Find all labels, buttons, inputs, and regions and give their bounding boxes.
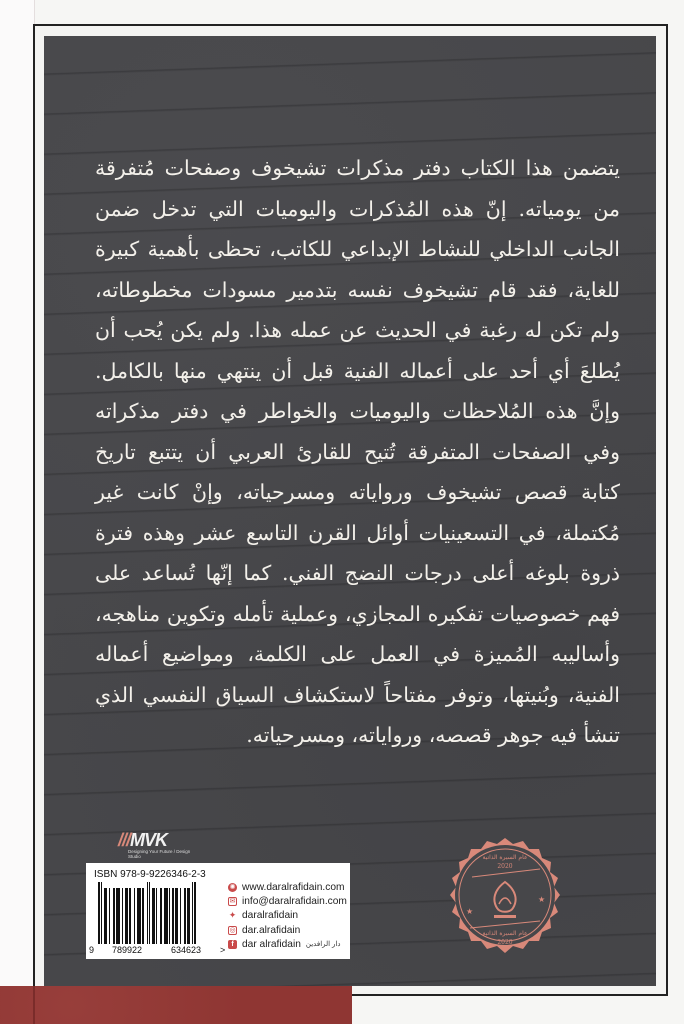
cover-edge-strip (0, 0, 35, 1024)
logo-slashes: /// (118, 830, 131, 850)
email-icon: ✉ (229, 898, 236, 906)
contact-instagram[interactable] (228, 923, 347, 937)
barcode-trail: > (220, 945, 226, 955)
barcode-left-digits: 789922 (112, 945, 143, 955)
barcode (98, 884, 218, 944)
contact-website[interactable] (228, 880, 347, 894)
studio-logo-mark (118, 830, 198, 851)
contact-twitter[interactable] (228, 909, 347, 923)
svg-text:★: ★ (538, 895, 546, 904)
publisher-arabic-name: دار الرافدين (305, 941, 341, 949)
svg-text:★: ★ (466, 907, 474, 916)
isbn-label-box (86, 863, 350, 959)
isbn-number: ISBN 978-9-9226346-2-3 (94, 869, 206, 880)
logo-letters: MVK (130, 830, 168, 850)
instagram-icon: ◎ (229, 927, 236, 935)
spine-fold-line (33, 986, 35, 1024)
facebook-text: dar alrafidain (242, 938, 301, 950)
website-text: www.daralrafidain.com (242, 881, 345, 893)
back-cover-blurb (95, 148, 620, 756)
blurb-paragraph: يتضمن هذا الكتاب دفتر مذكرات تشيخوف وصفحات مُتفرقة من يومياته. إنّ هذه المُذكرات واليوميات التي تدخل ضمن الجانب الداخلي للنشاط الإبداعي للكاتب، تحظى بأهمية كبيرة للغاية، فقد قام تشيخوف نفسه بتدمير مسودات مخطوطاته، ولم تكن له رغبة في الحديث عن عمله هذا. ولم يكن يُحب أن يُطلعَ أي أحد على أعماله الفنية قبل أن ينتهي منها بالكامل. وإنَّ هذه المُلاحظات واليوميات والخواطر في دفتر مذكراته وفي الصفحات المتفرقة تُتيح للقارئ العربي أن يتتبع تاريخ كتابة قصص تشيخوف ورواياته ومسرحياته، وإنْ كانت غير مُكتملة، في التسعينيات أوائل القرن التاسع عشر وهذه فترة ذروة بلوغه أعلى درجات النضج الفني. كما إنّها تُساعد على فهم خصوصيات تفكيره المجازي، وعملية تأمله وتكوين مناهجه، وأساليبه المُميزة في العمل على الكلمة، ومواضيع أعماله الفنية، وبُنيتها، وتوفر مفتاحاً لاستكشاف السياق النفسي الذي تنشأ فيه جوهر قصصه، ورواياته، ومسرحياته. (95, 156, 620, 747)
spine-red-band (0, 986, 352, 1024)
barcode-right-digits: 634623 (171, 945, 202, 955)
seal-top-text: عام السيرة الذاتية (482, 854, 528, 861)
email-text: info@daralrafidain.com (242, 895, 347, 907)
facebook-icon: f (228, 940, 237, 949)
autobiography-year-seal (442, 832, 568, 958)
twitter-text: daralrafidain (242, 910, 299, 922)
contact-facebook[interactable] (228, 937, 347, 951)
studio-tagline: Designing Your Future / Design Studio (128, 849, 191, 859)
globe-icon: ✺ (229, 884, 236, 892)
twitter-icon: ✦ (228, 910, 237, 921)
design-studio-logo (118, 830, 198, 862)
seal-top-year: 2020 (497, 863, 513, 870)
barcode-lead-digit: 9 (89, 945, 95, 955)
contact-email[interactable] (228, 894, 347, 908)
instagram-text: dar.alrafidain (242, 924, 301, 936)
seal-bottom-year: 2020 (497, 939, 513, 946)
seal-bottom-text: عام السيرة الذاتية (482, 930, 528, 937)
publisher-contacts (228, 880, 347, 951)
